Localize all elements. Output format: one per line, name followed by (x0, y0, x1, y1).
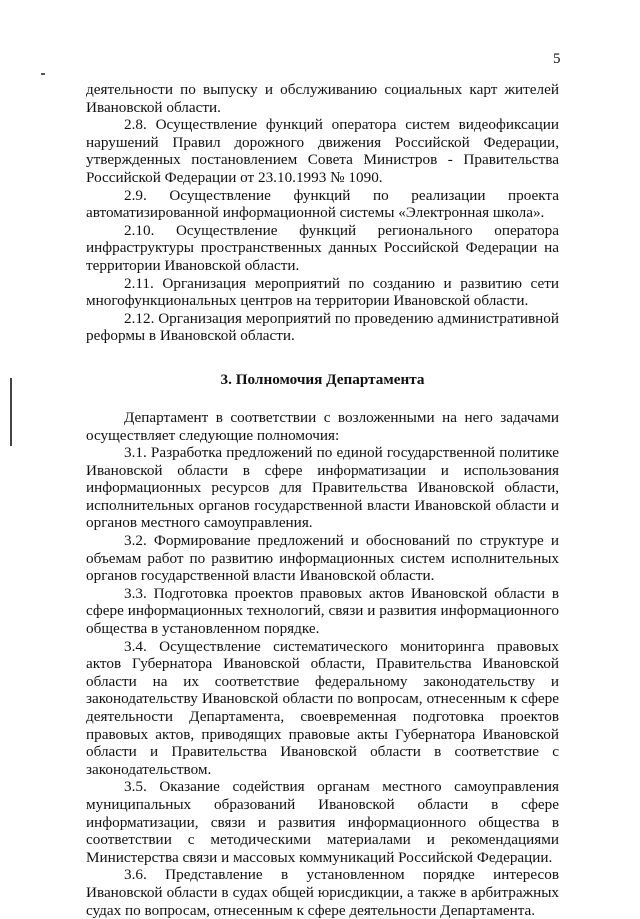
paragraph-2-11: 2.11. Организация мероприятий по созданию и развитию сети многофункциональных центров на территории Ивановской области. (86, 274, 559, 310)
section-title: 3. Полномочия Департамента (220, 370, 425, 388)
page-number: 5 (553, 51, 561, 67)
paragraph-3-2: 3.2. Формирование предложений и обоснований по структуре и объемам работ по развитию информационных систем исполнительных органов государственной власти Ивановской области. (86, 532, 559, 585)
paragraph-3-3: 3.3. Подготовка проектов правовых актов Ивановской области в сфере информационных технологий, связи и развития информационного общества в установленном порядке. (86, 584, 559, 638)
paragraph-3-1: 3.1. Разработка предложений по единой государственной политике Ивановской области в сфере информатизации и использования информационных ресурсов для Правительства Ивановской области, исполнительных органов государственной власти Ивановской области и органов местного самоуправления. (86, 444, 559, 532)
paragraph-intro: Департамент в соответствии с возложенными на него задачами осуществляет следующие полномочия: (86, 408, 559, 444)
paragraph-2-8: 2.8. Осуществление функций оператора систем видеофиксации нарушений Правил дорожного движения Российской Федерации, утвержденных постановлением Совета Министров - Правительства Российской Федерации от 23.10.1993 № 1090. (86, 116, 559, 186)
margin-mark (10, 378, 12, 446)
scan-mark (41, 73, 45, 75)
paragraph-3-6: 3.6. Представление в установленном порядке интересов Ивановской области в судах общей юрисдикции, а также в арбитражных судах по вопросам, отнесенным к сфере деятельности Департамента. (86, 866, 559, 919)
paragraph-continuation: деятельности по выпуску и обслуживанию социальных карт жителей Ивановской области. (86, 81, 559, 116)
paragraph-3-5: 3.5. Оказание содействия органам местного самоуправления муниципальных образований Ивановской области в сфере информатизации, связи и развития информационного общества в соответствии с методическими материалами и рекомендациями Министерства связи и массовых коммуникаций Российской Федерации. (86, 778, 559, 866)
paragraph-3-4: 3.4. Осуществление систематического мониторинга правовых актов Губернатора Ивановской области, Правительства Ивановской области на их соответствие федеральному законодательству и законодательству Ивановской области по вопросам, отнесенным к сфере деятельности Департамента, своевременная подготовка проектов правовых актов, приводящих правовые акты Губернатора Ивановской области и Правительства Ивановской области в соответствие с законодательством. (86, 637, 559, 778)
paragraph-2-9: 2.9. Осуществление функций по реализации проекта автоматизированной информационной системы «Электронная школа». (86, 186, 559, 222)
paragraph-2-12: 2.12. Организация мероприятий по проведению административной реформы в Ивановской области. (86, 309, 559, 345)
document-body (86, 81, 559, 919)
paragraph-2-10: 2.10. Осуществление функций регионального оператора инфраструктуры пространственных данных Российской Федерации на территории Ивановской области. (86, 221, 559, 274)
